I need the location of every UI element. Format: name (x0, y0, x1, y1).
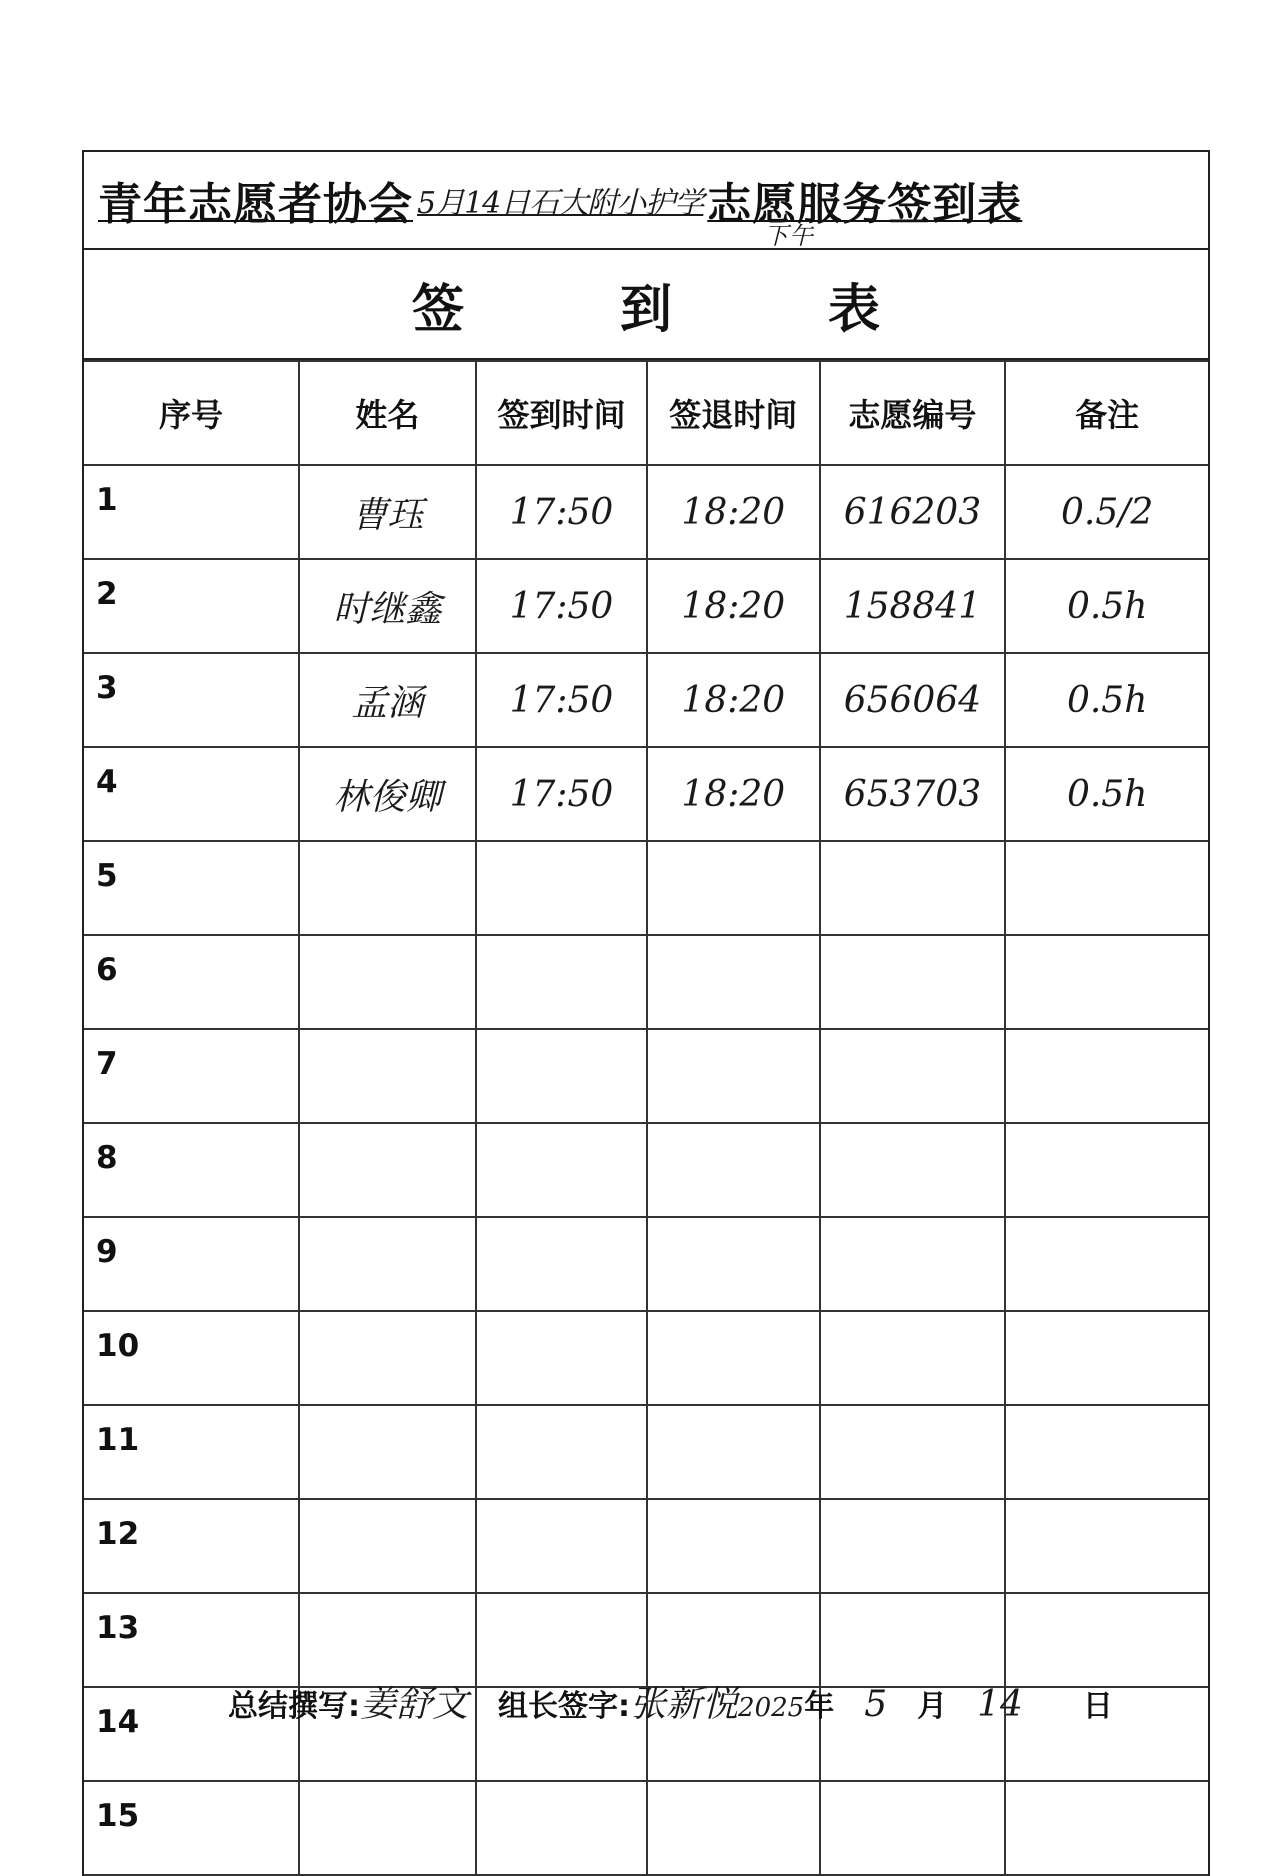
col-header: 姓名 (299, 361, 476, 465)
volunteer-id (820, 1217, 1006, 1311)
sign-in-time (476, 841, 647, 935)
sign-in-time (476, 1029, 647, 1123)
volunteer-name: 孟涵 (299, 653, 476, 747)
summary-signature: 姜舒文 (360, 1684, 469, 1725)
row-number: 3 (84, 653, 299, 747)
remark (1005, 1781, 1208, 1875)
sign-out-time (647, 1123, 819, 1217)
remark (1005, 1217, 1208, 1311)
volunteer-id: 616203 (820, 465, 1006, 559)
remark: 0.5h (1005, 653, 1208, 747)
sign-in-time: 17:50 (476, 559, 647, 653)
col-header: 志愿编号 (820, 361, 1006, 465)
remark: 0.5h (1005, 559, 1208, 653)
sign-in-time (476, 1311, 647, 1405)
remark (1005, 1311, 1208, 1405)
sign-in-time: 17:50 (476, 747, 647, 841)
table-row (84, 1781, 1208, 1875)
sign-out-time (647, 1029, 819, 1123)
row-number: 7 (84, 1029, 299, 1123)
sign-out-time: 18:20 (647, 465, 819, 559)
remark (1005, 1405, 1208, 1499)
volunteer-name (299, 1311, 476, 1405)
title-suffix: 志愿服务签到表 (707, 179, 1023, 230)
date-year: 2025 (738, 1693, 805, 1723)
table-row (84, 1405, 1208, 1499)
volunteer-id (820, 1311, 1006, 1405)
row-number: 10 (84, 1311, 299, 1405)
row-number: 1 (84, 465, 299, 559)
date-month: 5 (864, 1684, 888, 1725)
title-row (84, 152, 1208, 250)
volunteer-name (299, 935, 476, 1029)
volunteer-name (299, 1593, 476, 1687)
sign-out-time (647, 1781, 819, 1875)
subtitle-row (84, 250, 1208, 360)
sign-in-sheet (82, 150, 1210, 1876)
leader-signature: 张新悦 (630, 1684, 739, 1725)
volunteer-id (820, 841, 1006, 935)
table-row (84, 1499, 1208, 1593)
table-row (84, 1123, 1208, 1217)
row-number: 13 (84, 1593, 299, 1687)
volunteer-name (299, 1123, 476, 1217)
sign-in-time (476, 1499, 647, 1593)
row-number: 11 (84, 1405, 299, 1499)
volunteer-id (820, 1405, 1006, 1499)
remark: 0.5h (1005, 747, 1208, 841)
volunteer-id: 653703 (820, 747, 1006, 841)
volunteer-id (820, 1499, 1006, 1593)
sign-in-time: 17:50 (476, 653, 647, 747)
row-number: 12 (84, 1499, 299, 1593)
title-handwritten: 5月14日石大附小护学 (417, 186, 704, 221)
remark (1005, 1593, 1208, 1687)
title-note: 下午 (764, 222, 814, 250)
volunteer-name (299, 1781, 476, 1875)
sign-out-time (647, 1311, 819, 1405)
remark (1005, 1499, 1208, 1593)
remark (1005, 841, 1208, 935)
row-number: 15 (84, 1781, 299, 1875)
volunteer-name (299, 1217, 476, 1311)
volunteer-name (299, 1029, 476, 1123)
col-header: 签到时间 (476, 361, 647, 465)
volunteer-name (299, 841, 476, 935)
table-header (84, 361, 1208, 465)
sign-out-time (647, 935, 819, 1029)
sign-in-time (476, 1593, 647, 1687)
date-day-char: 日 (1082, 1689, 1113, 1724)
sign-in-table (84, 360, 1208, 1876)
sign-in-time: 17:50 (476, 465, 647, 559)
volunteer-name (299, 1499, 476, 1593)
sign-in-time (476, 1781, 647, 1875)
remark (1005, 935, 1208, 1029)
volunteer-name: 曹珏 (299, 465, 476, 559)
volunteer-id: 656064 (820, 653, 1006, 747)
table-row (84, 559, 1208, 653)
volunteer-name: 时继鑫 (299, 559, 476, 653)
subtitle-char: 到 (619, 279, 672, 340)
volunteer-id (820, 935, 1006, 1029)
subtitle-char: 签 (411, 279, 464, 340)
volunteer-name: 林俊卿 (299, 747, 476, 841)
sign-out-time (647, 1217, 819, 1311)
col-header: 签退时间 (647, 361, 819, 465)
remark (1005, 1029, 1208, 1123)
row-number: 5 (84, 841, 299, 935)
row-number: 8 (84, 1123, 299, 1217)
table-row (84, 465, 1208, 559)
table-row (84, 747, 1208, 841)
table-row (84, 935, 1208, 1029)
col-header: 备注 (1005, 361, 1208, 465)
remark (1005, 1123, 1208, 1217)
sign-out-time: 18:20 (647, 653, 819, 747)
sign-out-time (647, 1405, 819, 1499)
row-number: 14 (84, 1687, 299, 1781)
sign-out-time: 18:20 (647, 747, 819, 841)
footer (228, 1676, 1113, 1727)
date-month-char: 月 (917, 1689, 948, 1724)
sign-in-time (476, 1123, 647, 1217)
sign-out-time (647, 841, 819, 935)
table-row (84, 1311, 1208, 1405)
row-number: 6 (84, 935, 299, 1029)
table-row (84, 1593, 1208, 1687)
volunteer-id (820, 1593, 1006, 1687)
volunteer-id (820, 1781, 1006, 1875)
row-number: 9 (84, 1217, 299, 1311)
remark: 0.5/2 (1005, 465, 1208, 559)
subtitle-char: 表 (827, 279, 880, 340)
table-row (84, 1029, 1208, 1123)
sign-in-time (476, 935, 647, 1029)
table-row (84, 1217, 1208, 1311)
table-row (84, 841, 1208, 935)
row-number: 4 (84, 747, 299, 841)
volunteer-id: 158841 (820, 559, 1006, 653)
volunteer-id (820, 1123, 1006, 1217)
sign-in-time (476, 1405, 647, 1499)
row-number: 2 (84, 559, 299, 653)
date-year-char: 年 (804, 1689, 835, 1724)
col-header: 序号 (84, 361, 299, 465)
volunteer-id (820, 1029, 1006, 1123)
sign-in-time (476, 1217, 647, 1311)
date-day: 14 (977, 1684, 1023, 1725)
sign-out-time (647, 1593, 819, 1687)
summary-label: 总结撰写: (228, 1689, 360, 1724)
sign-out-time (647, 1499, 819, 1593)
volunteer-name (299, 1405, 476, 1499)
table-row (84, 653, 1208, 747)
sign-out-time: 18:20 (647, 559, 819, 653)
title-prefix: 青年志愿者协会 (98, 179, 413, 230)
leader-label: 组长签字: (498, 1689, 631, 1724)
